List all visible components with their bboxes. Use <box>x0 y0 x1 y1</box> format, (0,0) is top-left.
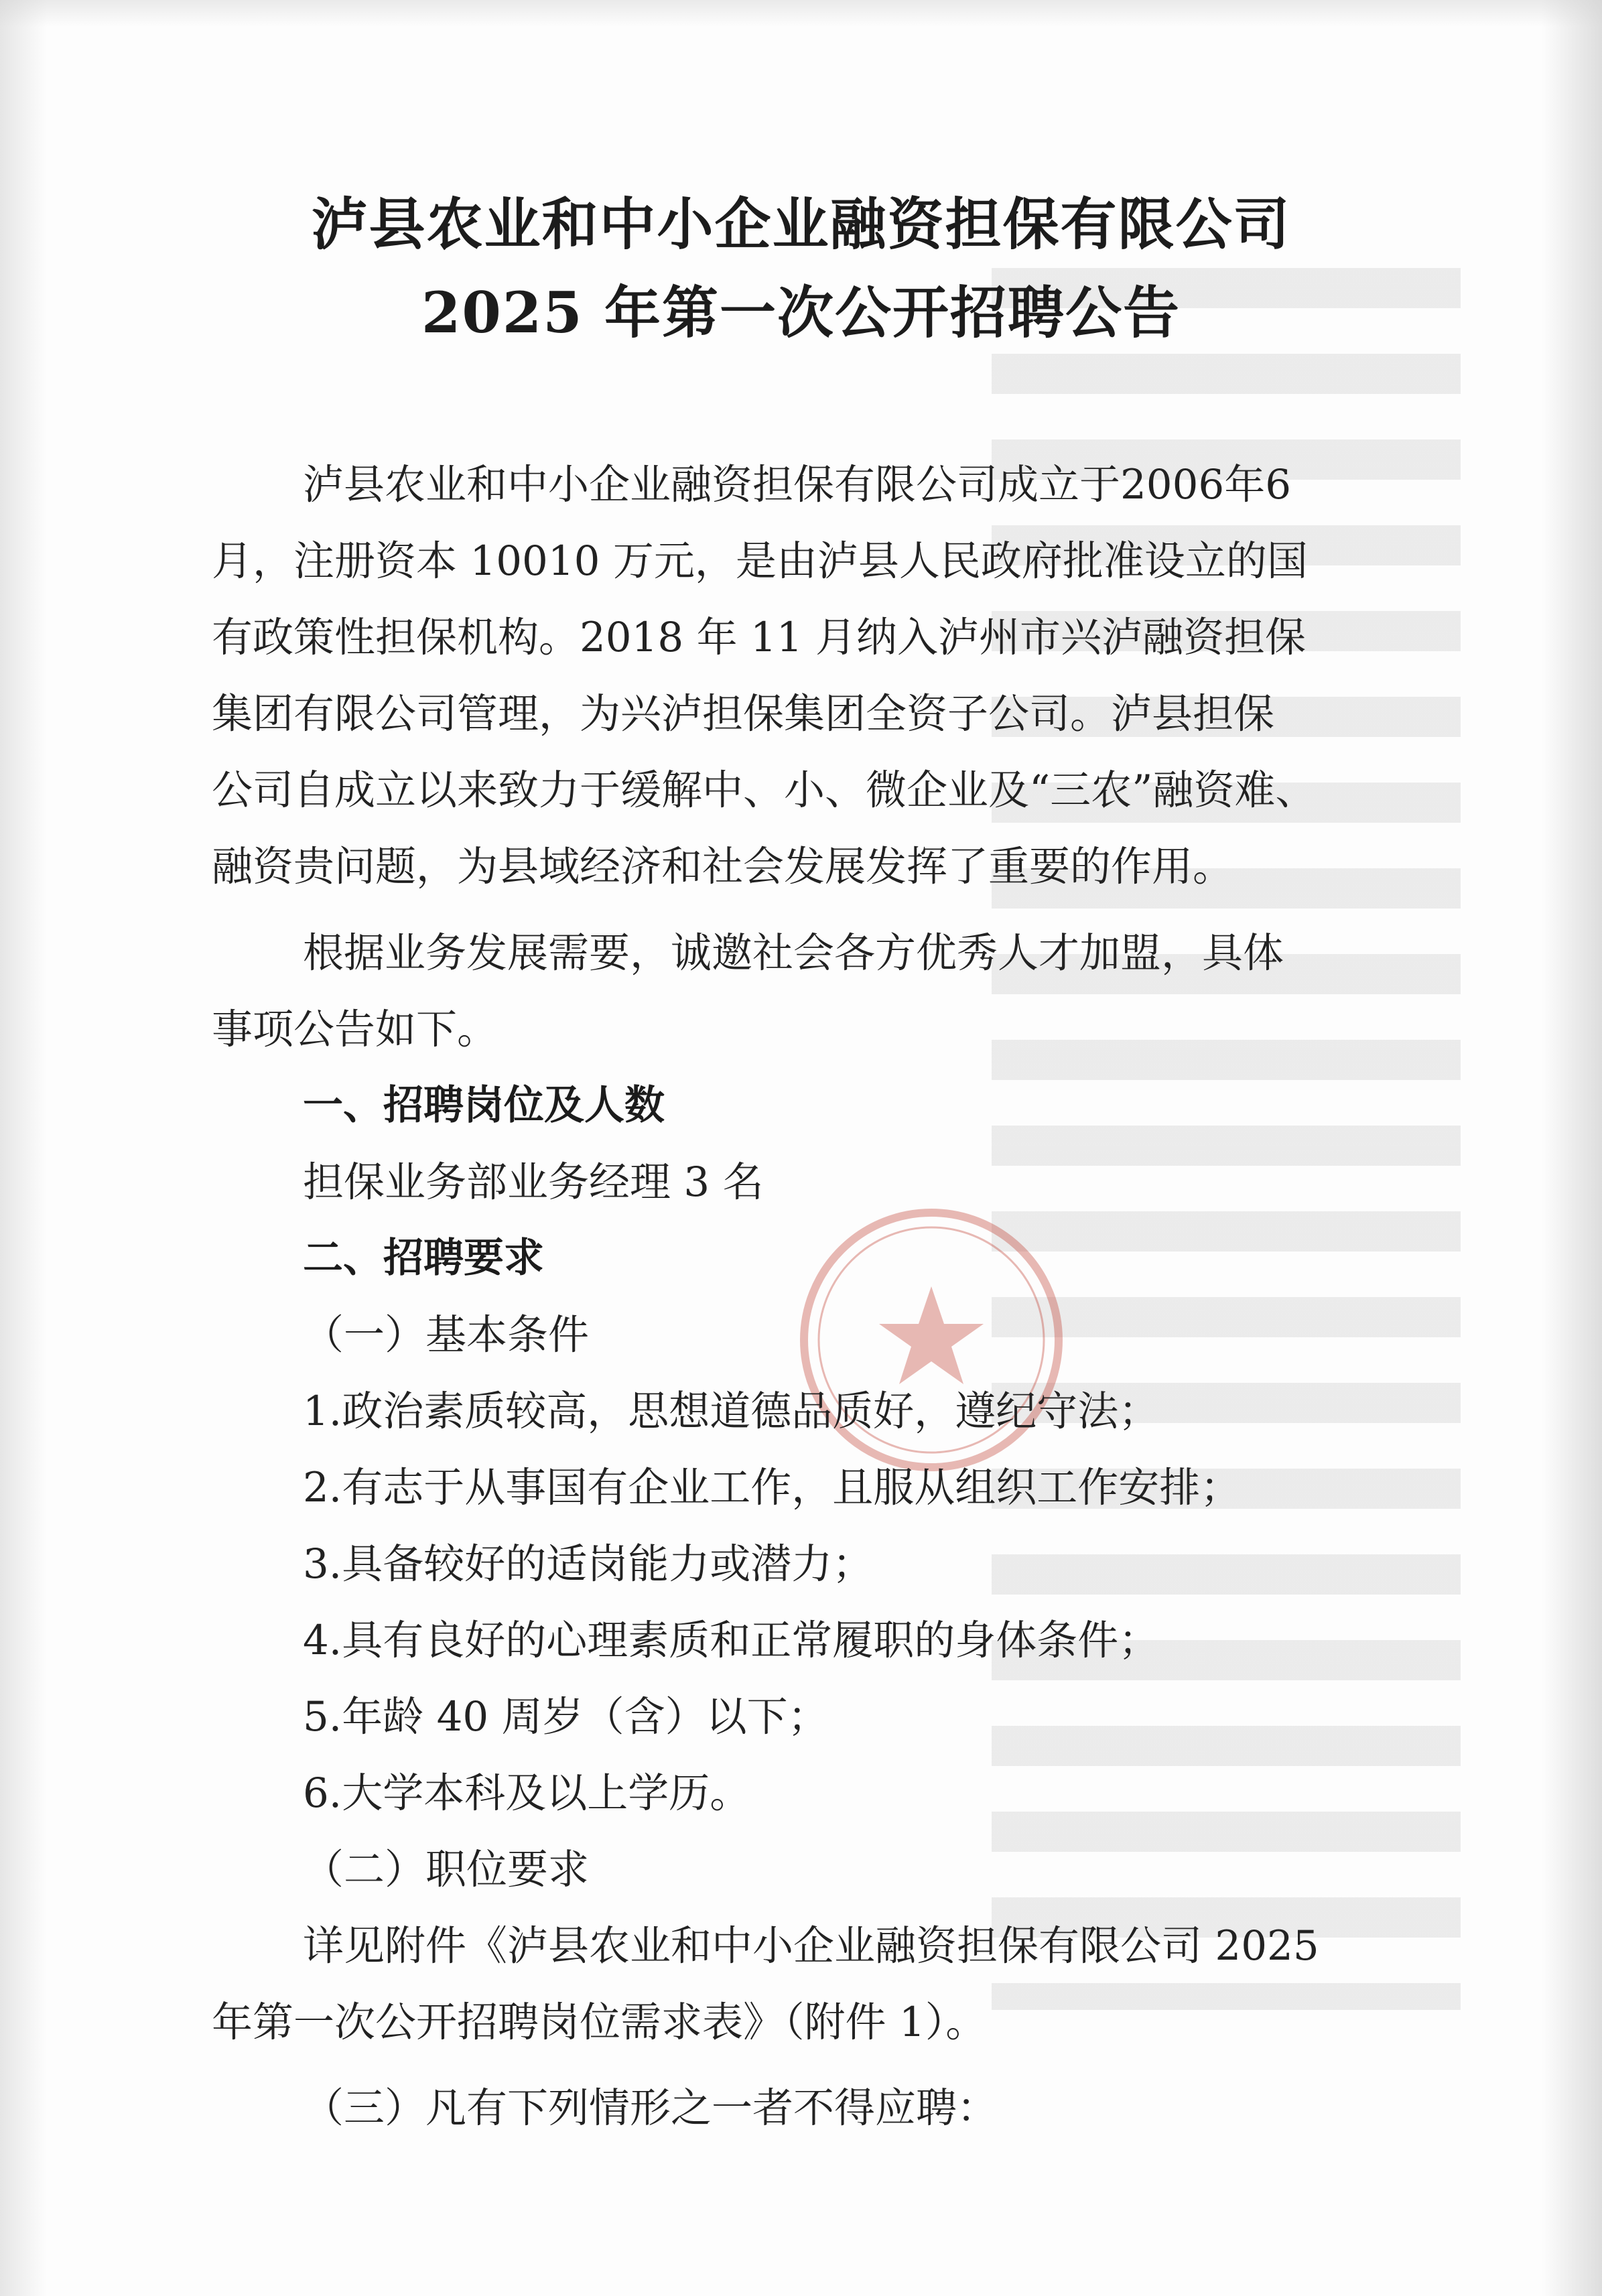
intro-line-5: 公司自成立以来致力于缓解中、小、微企业及“三农”融资难、 <box>212 766 1317 814</box>
intro-line-3: 有政策性担保机构。2018 年 11 月纳入泸州市兴泸融资担保 <box>212 614 1307 661</box>
condition-item-4: 4.具有良好的心理素质和正常履职的身体条件； <box>303 1617 1160 1664</box>
section-heading-requirements: 二、招聘要求 <box>303 1235 544 1282</box>
intro-line-4: 集团有限公司管理，为兴泸担保集团全资子公司。泸县担保 <box>212 690 1275 738</box>
subheading-basic-conditions: （一）基本条件 <box>303 1311 590 1359</box>
condition-item-2: 2.有志于从事国有企业工作，且服从组织工作安排； <box>303 1464 1242 1511</box>
page-title-line-2: 2025 年第一次公开招聘公告 <box>421 279 1181 346</box>
intro-line-1: 泸县农业和中小企业融资担保有限公司成立于2006年6 <box>303 461 1292 509</box>
subheading-disqualifications: （三）凡有下列情形之一者不得应聘： <box>303 2084 998 2132</box>
job-requirement-line-2: 年第一次公开招聘岗位需求表》（附件 1）。 <box>212 1999 987 2046</box>
intro-line-6: 融资贵问题，为县域经济和社会发展发挥了重要的作用。 <box>212 843 1234 890</box>
condition-item-1: 1.政治素质较高，思想道德品质好，遵纪守法； <box>303 1388 1160 1435</box>
subheading-job-requirements: （二）职位要求 <box>303 1846 590 1893</box>
position-line: 担保业务部业务经理 3 名 <box>303 1158 764 1206</box>
section-heading-positions: 一、招聘岗位及人数 <box>303 1082 665 1129</box>
purpose-line-1: 根据业务发展需要，诚邀社会各方优秀人才加盟，具体 <box>303 929 1284 977</box>
condition-item-6: 6.大学本科及以上学历。 <box>303 1769 751 1817</box>
intro-line-2: 月，注册资本 10010 万元，是由泸县人民政府批准设立的国 <box>212 537 1308 585</box>
condition-item-3: 3.具备较好的适岗能力或潜力； <box>303 1540 874 1588</box>
scan-shadow-top <box>0 0 1602 27</box>
purpose-line-2: 事项公告如下。 <box>212 1006 498 1053</box>
page-title-line-1: 泸县农业和中小企业融资担保有限公司 <box>311 191 1291 257</box>
condition-item-5: 5.年龄 40 周岁（含）以下； <box>303 1693 829 1741</box>
job-requirement-line-1: 详见附件《泸县农业和中小企业融资担保有限公司 2025 <box>303 1922 1319 1970</box>
company-seal-icon <box>791 1199 1072 1481</box>
